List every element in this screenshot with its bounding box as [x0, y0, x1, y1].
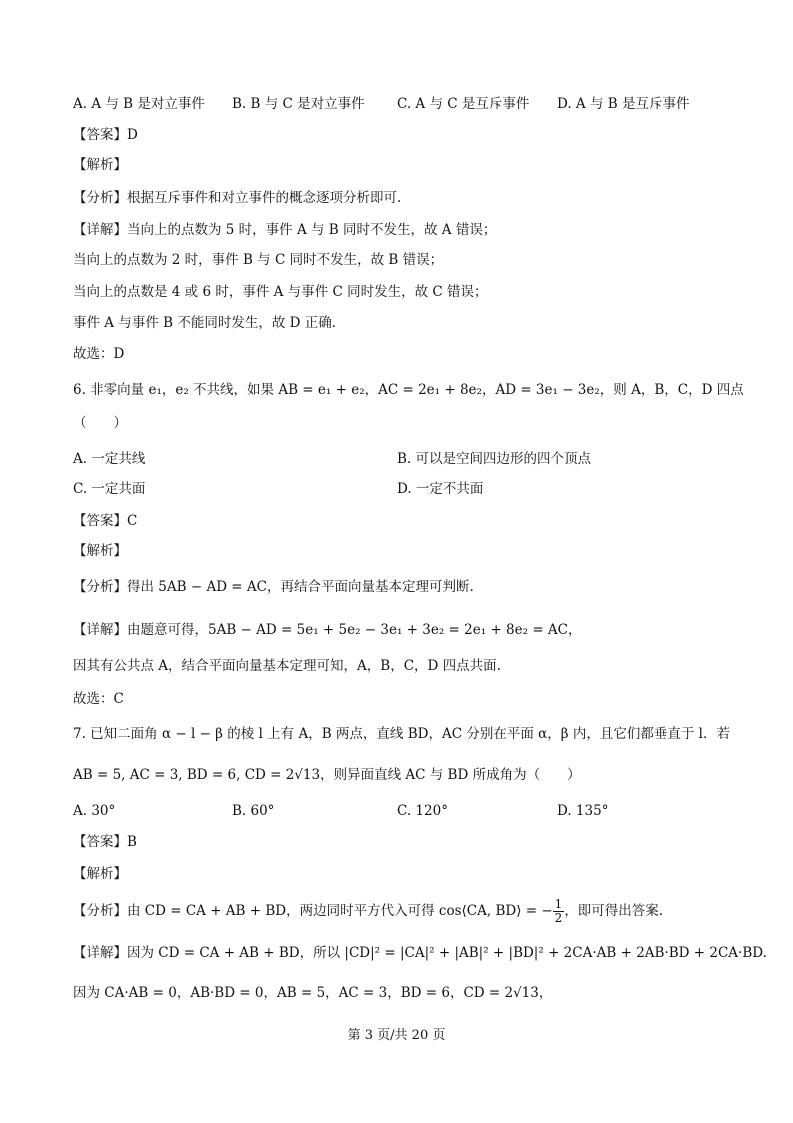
q7-option-c: C. 120°	[397, 803, 448, 819]
q7-analysis	[73, 896, 663, 926]
q7-fraction-denominator: 2	[554, 911, 563, 925]
q6-option-a: A. 一定共线	[73, 451, 146, 467]
q5-option-a: A. A 与 B 是对立事件	[73, 96, 205, 112]
q5-option-c: C. A 与 C 是互斥事件	[397, 96, 530, 112]
q5-option-b: B. B 与 C 是对立事件	[232, 96, 365, 112]
q6-paren: （ ）	[73, 415, 127, 431]
q6-choice: 故选：C	[73, 691, 124, 707]
q6-option-b: B. 可以是空间四边形的四个顶点	[397, 451, 592, 467]
q7-analysis-heading: 【解析】	[73, 866, 127, 882]
q6-analysis: 【分析】得出 5AB − AD = AC，再结合平面向量基本定理可判断.	[73, 579, 474, 595]
q7-analysis-prefix: 【分析】由 CD = CA + AB + BD，两边同时平方代入可得 cos⟨CA, BD⟩ = −	[73, 903, 553, 919]
q6-detail-line-1: 【详解】由题意可得，5AB − AD = 5e₁ + 5e₂ − 3e₁ + 3e₂ = 2e₁ + 8e₂ = AC，	[73, 622, 582, 638]
q5-choice: 故选：D	[73, 346, 125, 362]
q6-analysis-heading: 【解析】	[73, 543, 127, 559]
q5-detail-line-1: 【详解】当向上的点数为 5 时，事件 A 与 B 同时不发生，故 A 错误；	[73, 222, 497, 238]
q5-detail-line-4: 事件 A 与事件 B 不能同时发生，故 D 正确.	[73, 315, 337, 331]
q5-detail-line-2: 当向上的点数为 2 时，事件 B 与 C 同时不发生，故 B 错误；	[73, 252, 444, 268]
q6-answer: 【答案】C	[73, 513, 138, 529]
q5-answer: 【答案】D	[73, 127, 138, 143]
q6-detail-line-2: 因其有公共点 A，结合平面向量基本定理可知，A，B，C，D 四点共面.	[73, 658, 501, 674]
q7-detail-line-2: 因为 CA·AB = 0，AB·BD = 0，AB = 5，AC = 3，BD = 6，CD = 2√13，	[73, 985, 553, 1001]
q7-analysis-suffix: ，即可得出答案.	[564, 903, 664, 919]
q6-option-d: D. 一定不共面	[397, 481, 484, 497]
q5-analysis: 【分析】根据互斥事件和对立事件的概念逐项分析即可.	[73, 190, 402, 206]
q7-stem-line-1: 7. 已知二面角 α − l − β 的棱 l 上有 A，B 两点，直线 BD，AC 分别在平面 α，β 内，且它们都垂直于 l．若	[73, 726, 730, 742]
q7-analysis-fraction	[553, 898, 565, 925]
q7-option-a: A. 30°	[73, 803, 116, 819]
q5-detail-line-3: 当向上的点数是 4 或 6 时，事件 A 与事件 C 同时发生，故 C 错误；	[73, 284, 488, 300]
page-footer: 第 3 页/共 20 页	[347, 1028, 446, 1043]
q7-option-d: D. 135°	[557, 803, 609, 819]
q6-stem: 6. 非零向量 e₁，e₂ 不共线，如果 AB = e₁ + e₂，AC = 2e₁ + 8e₂，AD = 3e₁ − 3e₂，则 A，B，C，D 四点	[73, 382, 744, 398]
q7-stem-line-2: AB = 5, AC = 3, BD = 6, CD = 2√13，则异面直线 AC 与 BD 所成角为（ ）	[73, 767, 581, 783]
q7-fraction-numerator: 1	[554, 897, 563, 911]
q7-detail-line-1: 【详解】因为 CD = CA + AB + BD，所以 |CD|² = |CA|² + |AB|² + |BD|² + 2CA·AB + 2AB·BD + 2CA·BD.	[73, 945, 767, 961]
q5-analysis-heading: 【解析】	[73, 157, 127, 173]
q7-answer: 【答案】B	[73, 834, 137, 850]
q6-option-c: C. 一定共面	[73, 481, 146, 497]
q5-option-d: D. A 与 B 是互斥事件	[557, 96, 690, 112]
q7-option-b: B. 60°	[232, 803, 275, 819]
